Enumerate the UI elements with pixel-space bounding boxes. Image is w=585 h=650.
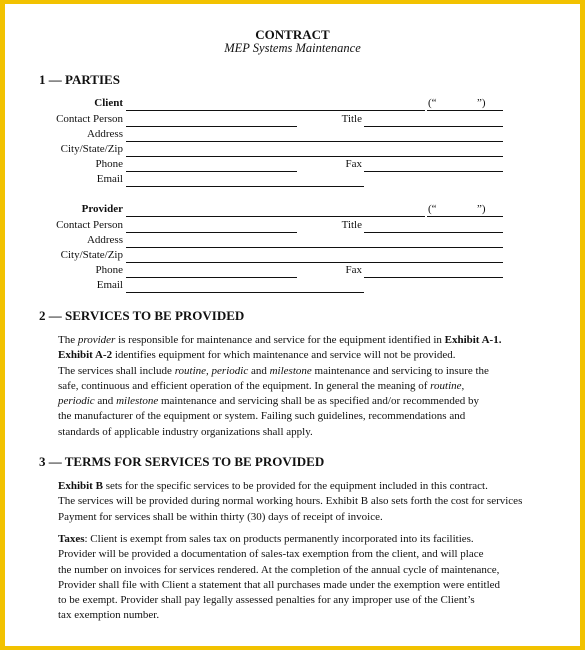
client-contact-label: Contact Person — [56, 113, 123, 125]
client-address-label: Address — [86, 128, 123, 140]
provider-contact-field[interactable] — [126, 232, 297, 233]
provider-title-label: Title — [341, 219, 362, 231]
provider-short-name-field[interactable] — [427, 216, 503, 217]
provider-contact-label: Contact Person — [56, 219, 123, 231]
provider-address-label: Address — [86, 234, 123, 246]
client-phone-label: Phone — [95, 158, 123, 170]
taxes-paragraph: Taxes: Client is exempt from sales tax on products permanently incorporated into its facilities. Provider will be provided a documentation of sales-tax exemption from the client, and will place the number on invoices for services rendered. At the completion of the annual cycle of maintenance, Provider shall file with Client a statement that all purchases made under the exemption were entitled to be exempt. Provider shall pay legally assessed penalties for any improper use of the Client’s tax exemption number. — [58, 533, 501, 622]
provider-city-label: City/State/Zip — [60, 249, 123, 261]
provider-email-label: Email — [96, 279, 123, 291]
client-fax-label: Fax — [345, 158, 362, 170]
provider-phone-label: Phone — [95, 264, 123, 276]
section-2-heading: 2 — SERVICES TO BE PROVIDED — [39, 308, 245, 323]
client-title-field[interactable] — [364, 126, 503, 127]
client-paren-open: (“ — [428, 97, 437, 109]
client-city-field[interactable] — [126, 156, 503, 157]
provider-fax-label: Fax — [345, 264, 362, 276]
client-label: Client — [94, 97, 123, 109]
provider-label: Provider — [81, 203, 123, 215]
provider-email-field[interactable] — [126, 292, 364, 293]
provider-fax-field[interactable] — [364, 277, 503, 278]
client-paren-close: ”) — [477, 97, 486, 109]
provider-title-field[interactable] — [364, 232, 503, 233]
section-1-heading: 1 — PARTIES — [39, 72, 120, 87]
client-email-field[interactable] — [126, 186, 364, 187]
contract-page — [5, 4, 580, 646]
client-fax-field[interactable] — [364, 171, 503, 172]
provider-name-field[interactable] — [126, 216, 425, 217]
section-3-heading: 3 — TERMS FOR SERVICES TO BE PROVIDED — [39, 454, 325, 469]
client-contact-field[interactable] — [126, 126, 297, 127]
client-phone-field[interactable] — [126, 171, 297, 172]
provider-city-field[interactable] — [126, 262, 503, 263]
terms-paragraph: Exhibit B sets for the specific services to be provided for the equipment included in this contract. The services will be provided during normal working hours. Exhibit B also sets forth the cost for services Payment for services shall be within thirty (30) days of receipt of invoice. — [58, 480, 523, 523]
provider-paren-close: ”) — [477, 203, 486, 215]
provider-phone-field[interactable] — [126, 277, 297, 278]
provider-address-field[interactable] — [126, 247, 503, 248]
client-email-label: Email — [96, 173, 123, 185]
client-city-label: City/State/Zip — [60, 143, 123, 155]
client-short-name-field[interactable] — [427, 110, 503, 111]
document-subtitle: MEP Systems Maintenance — [224, 41, 361, 55]
document-title: CONTRACT — [255, 27, 330, 42]
client-title-label: Title — [341, 113, 362, 125]
services-paragraph: The provider is responsible for maintenance and service for the equipment identified in Exhibit A-1. Exhibit A-2 identifies equipment for which maintenance and service will not be provided. The services shall include routine, periodic and milestone maintenance and servicing to insure the safe, continuous and efficient operation of the equipment. In general the meaning of routine, periodic and milestone maintenance and servicing shall be as specified and/or recommended by the manufacturer of the equipment or system. Failing such guidelines, recommendations and standards of applicable industry organizations shall apply. — [58, 334, 502, 438]
provider-paren-open: (“ — [428, 203, 437, 215]
client-address-field[interactable] — [126, 141, 503, 142]
client-name-field[interactable] — [126, 110, 425, 111]
